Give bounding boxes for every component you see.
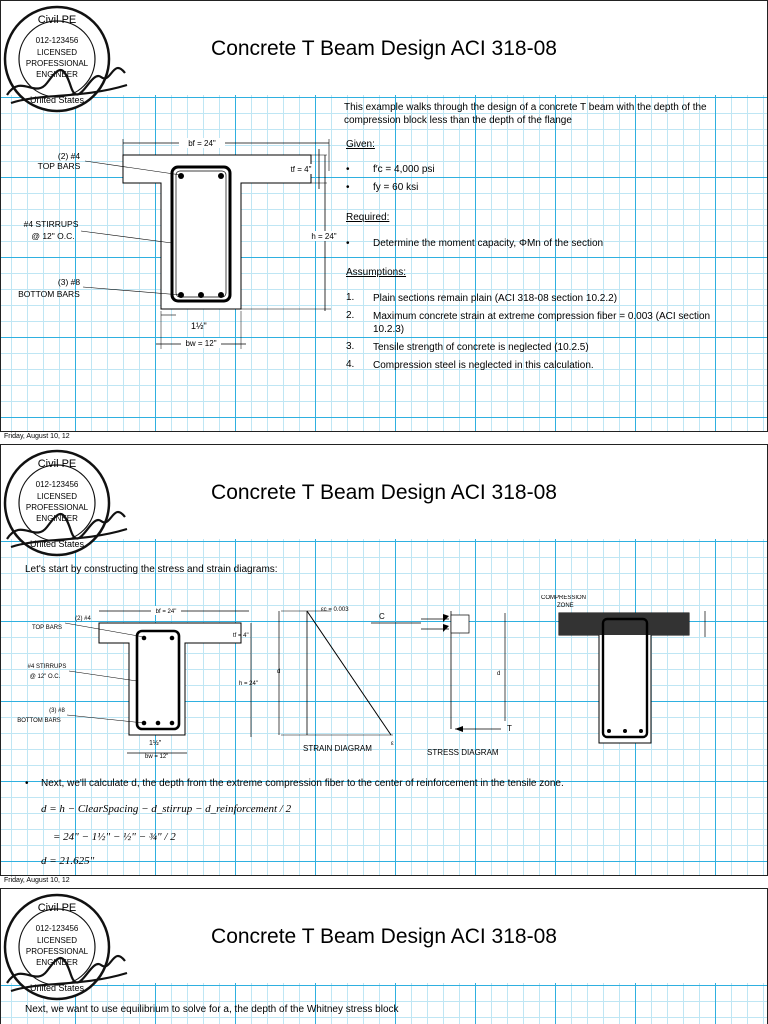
dim-cover: 1½" [191, 321, 207, 331]
date-footer-1 [0, 432, 768, 444]
stamp-line1: LICENSED [36, 48, 78, 57]
equation-2: = 24" − 1½" − ½" − ¾" / 2 [53, 831, 176, 843]
dim-tf-2: tf = 4" [233, 633, 249, 639]
bar-2b [170, 636, 175, 641]
stamp-bottom: United States [29, 95, 85, 105]
slide-2-bullet: Next, we'll calculate d, the depth from the extreme compression fiber to the center of reinforcement in the tensile zone. [41, 778, 564, 789]
stress-strain-diagram [1, 595, 768, 765]
stamp-bottom-2: United States [29, 539, 85, 549]
assumption-2: Maximum concrete strain at extreme compression fiber = 0.003 (ACI section 10.2.3) [373, 311, 711, 335]
dim-tf: tf = 4" [290, 165, 312, 174]
bar-2d [156, 721, 161, 726]
bottom-bar-2 [198, 292, 204, 298]
date-footer-2-text: Friday, August 10, 12 [4, 877, 70, 884]
slide-2 [0, 444, 768, 876]
assumption-num-3: 3. [346, 341, 355, 352]
bar-2e [170, 721, 175, 726]
given-bullet-1: • [346, 164, 350, 175]
stress-c: C [379, 612, 385, 621]
slide-2-title: Concrete T Beam Design ACI 318-08 [211, 481, 557, 504]
dim-bf: bf = 24" [188, 139, 216, 148]
label-bottom-bars-2: BOTTOM BARS [18, 289, 80, 299]
beam-section-diagram [1, 131, 341, 356]
assumption-num-2: 2. [346, 310, 355, 321]
bar-2a [142, 636, 147, 641]
pe-stamp-3 [1, 891, 131, 1007]
assumption-num-4: 4. [346, 359, 355, 370]
stamp-top-3: Civil PE [37, 902, 77, 914]
compression-zone-hatch [559, 613, 689, 635]
stress-t: T [507, 724, 512, 733]
slide-3 [0, 888, 768, 1024]
stamp-line3-2: ENGINEER [36, 514, 78, 523]
slide-1-title: Concrete T Beam Design ACI 318-08 [211, 37, 557, 60]
label-top-bars-2: TOP BARS [37, 161, 81, 171]
pe-stamp [1, 3, 131, 119]
date-footer-1-text: Friday, August 10, 12 [4, 433, 70, 440]
given-fc: f′c = 4,000 psi [373, 164, 435, 175]
label-bottom-bars-2a: (3) #8 [49, 708, 65, 714]
compression-zone-2: ZONE [557, 603, 574, 609]
stamp-license-2: 012-123456 [35, 480, 79, 489]
label-bottom-bars-1: (3) #8 [57, 277, 81, 287]
bar-3c [639, 729, 643, 733]
given-heading: Given: [346, 139, 375, 150]
stamp-line3-3: ENGINEER [36, 958, 78, 967]
bar-3a [607, 729, 611, 733]
date-footer-2 [0, 876, 768, 888]
equation-1: d = h − ClearSpacing − d_stirrup − d_reinforcement / 2 [41, 803, 292, 815]
required-bullet: • [346, 238, 350, 249]
label-top-bars-2a: (2) #4 [75, 616, 91, 622]
stamp-line2-2: PROFESSIONAL [25, 503, 89, 512]
top-bar-right [218, 173, 224, 179]
assumption-1: Plain sections remain plain (ACI 318-08 section 10.2.2) [373, 293, 618, 304]
slide-3-intro: Next, we want to use equilibrium to solve for a, the depth of the Whitney stress block [25, 1004, 399, 1015]
given-fy: fy = 60 ksi [373, 182, 419, 193]
dim-bw: bw = 12" [185, 339, 217, 348]
stamp-top: Civil PE [37, 14, 77, 26]
slide-1-intro: This example walks through the design of a concrete T beam with the depth of the compression block less than the depth of the flange [344, 102, 707, 126]
dim-h: h = 24" [311, 232, 337, 241]
dim-bf-2: bf = 24" [155, 609, 177, 615]
dim-cover-2: 1½" [149, 740, 162, 747]
label-stirrups-2b: @ 12" O.C. [29, 674, 61, 680]
slide-2-intro: Let's start by constructing the stress and strain diagrams: [25, 564, 278, 575]
label-stirrups-2: @ 12" O.C. [31, 231, 75, 241]
equation-3: d = 21.625" [41, 855, 95, 867]
stress-diagram-label: STRESS DIAGRAM [427, 748, 499, 757]
label-top-bars-2b: TOP BARS [31, 625, 63, 631]
slide-3-title: Concrete T Beam Design ACI 318-08 [211, 925, 557, 948]
top-bar-left [178, 173, 184, 179]
dim-h-2: h = 24" [239, 681, 258, 687]
strain-top: εc = 0.003 [321, 607, 349, 613]
bar-3b [623, 729, 627, 733]
label-stirrups-1: #4 STIRRUPS [23, 219, 79, 229]
label-bottom-bars-2b: BOTTOM BARS [17, 718, 61, 724]
stamp-license-3: 012-123456 [35, 924, 79, 933]
required-heading: Required: [346, 212, 390, 223]
strain-diagram-label: STRAIN DIAGRAM [303, 744, 372, 753]
compression-zone-1: COMPRESSION [541, 595, 587, 601]
stamp-bottom-3: United States [29, 983, 85, 993]
slide-1 [0, 0, 768, 432]
stamp-line1-3: LICENSED [36, 936, 78, 945]
t-beam-outline-2 [99, 623, 241, 735]
slide-2-bullet-dot: • [25, 778, 29, 789]
stamp-license: 012-123456 [35, 36, 79, 45]
assumptions-heading: Assumptions: [346, 267, 407, 278]
dim-bw-2: bw = 12" [145, 754, 169, 760]
label-stirrups-2a: #4 STIRRUPS [27, 664, 67, 670]
stamp-line2-3: PROFESSIONAL [25, 947, 89, 956]
strain-eps: ε [391, 741, 394, 747]
assumption-4: Compression steel is neglected in this calculation. [373, 360, 594, 371]
label-top-bars-1: (2) #4 [57, 151, 81, 161]
assumption-3: Tensile strength of concrete is neglected (10.2.5) [373, 342, 589, 353]
stamp-top-2: Civil PE [37, 458, 77, 470]
strain-d: d [277, 669, 281, 675]
stamp-line2: PROFESSIONAL [25, 59, 89, 68]
t-beam-outline [123, 155, 311, 309]
stamp-line3: ENGINEER [36, 70, 78, 79]
stress-d: d [497, 671, 501, 677]
assumption-num-1: 1. [346, 292, 355, 303]
required-item: Determine the moment capacity, ΦMn of the section [373, 238, 604, 249]
stamp-line1-2: LICENSED [36, 492, 78, 501]
given-bullet-2: • [346, 182, 350, 193]
bottom-bar-3 [218, 292, 224, 298]
pe-stamp-2 [1, 447, 131, 563]
